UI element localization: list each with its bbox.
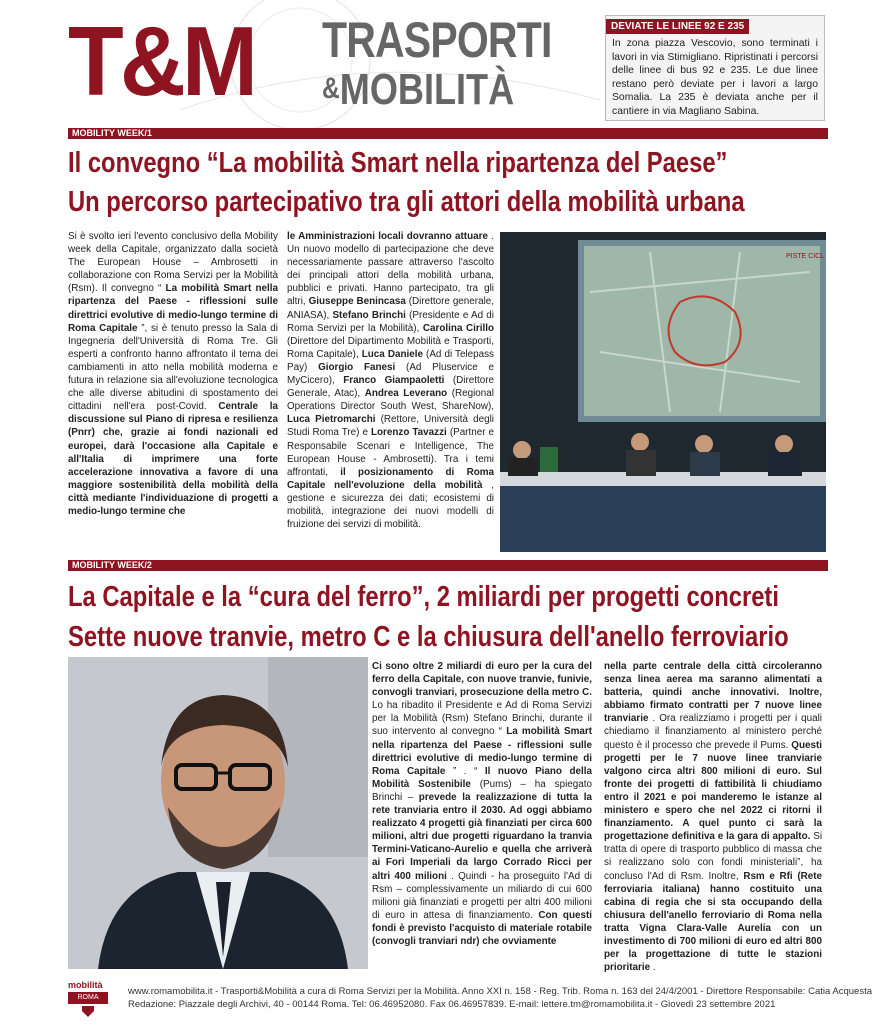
- article2-col1: [372, 660, 592, 948]
- text-run: Carolina Cirillo: [422, 322, 494, 334]
- text-run: Un nuovo modello di partecipazione che deve necessariamente passare attraverso l'ascolto dei principali attori della mobilità urbana, pubblici e privati. Hanno partecipato, tra gli altri,: [287, 244, 494, 308]
- text-run: le Amministrazioni locali dovranno attuare: [287, 231, 488, 242]
- article1-title: Il convegno “La mobilità Smart nella ripartenza del Paese”: [68, 147, 728, 179]
- deviate-text: In zona piazza Vescovio, sono terminati i lavori in via Stimigliano. Ripristinati i percorsi delle linee di bus 92 e 235. Le due linee restano però deviate per i lavori a largo Somalia. La 235 è deviata anche per il cantiere in via Magliano Sabina.: [612, 38, 818, 117]
- text-run: (Regional Operations Director South West, ShareNow),: [287, 388, 494, 413]
- footer-logo-text: mobilità: [68, 980, 103, 990]
- text-run: Inoltre,: [708, 870, 744, 882]
- article1-col2: [287, 230, 494, 531]
- article2-col2: [604, 660, 822, 974]
- text-run: nella parte centrale della città circoleranno senza linea aerea ma saranno alimentati a batteria, quindi anche innovativi.: [604, 661, 822, 699]
- text-run: Lorenzo Tavazzi: [370, 427, 447, 439]
- section-label-1: MOBILITY WEEK/1: [72, 128, 152, 138]
- article2-subtitle: Sette nuove tranvie, metro C e la chiusura dell'anello ferroviario: [68, 621, 789, 653]
- footer-logo: [68, 980, 116, 1020]
- text-run: Centrale la discussione sul Piano di ripresa e resilienza (Pnrr) che, grazie ai fondi nazionali ed europei, darà l'occasione alla Capitale e all'Italia di imprimere una forte accelerazione innovativa a favore di una maggiore sostenibilità della mobilità della città mediante l'individuazione di progetti a medio-lungo termine che: [68, 401, 278, 517]
- text-run: Con questi fondi è previsto l'acquisto di materiale rotabile (convogli tranviari ndr) che ovviamente: [372, 909, 592, 947]
- text-run: La mobilità Smart nella ripartenza del Paese - riflessioni sulle direttrici evolutive di medio-lungo termine di Roma Capitale: [68, 283, 279, 334]
- masthead-mobilita: &MOBILITÀ: [322, 65, 515, 114]
- text-run: (Direttore generale, ANIASA),: [287, 296, 494, 321]
- text-run: prevede la realizzazione di tutta la rete tranviaria entro il 2030. Ad oggi abbiamo realizzato 4 progetti già finanziati per circa 600 milioni, altri due progetti riguardano la tranvia Termini-Vaticano-Aurelio e quella che arriverà ai Fori Imperiali da largo Corrado Ricci per altri 400 milioni: [372, 791, 592, 882]
- text-run: “: [474, 765, 478, 777]
- text-run: (Ad Pluservice e MyCicero),: [287, 361, 494, 387]
- text-run: Tra i temi affrontati,: [287, 453, 494, 478]
- text-run: ” .: [452, 765, 467, 777]
- text-run: (Presidente e Ad di Roma Servizi per la Mobilità),: [287, 309, 494, 334]
- text-run: Si è svolto ieri l'evento conclusivo della Mobility week della Capitale, organizzato dalla società The European House – Ambrosetti in collaborazione con Roma Servizi per la Mobilità (Rsm).: [68, 231, 278, 295]
- footer-line-1: www.romamobilita.it - Trasporti&Mobilità a cura di Roma Servizi per la Mobilità. Anno XXI n. 158 - Reg. Trib. Roma n. 163 del 24/4/2001 - Direttore Responsabile: Catia Acquesta: [128, 986, 872, 997]
- masthead-logo: T&M: [68, 6, 255, 116]
- text-run: Andrea Leverano: [364, 388, 448, 400]
- text-run: Ci sono oltre 2 miliardi di euro per la cura del ferro della Capitale, con nuove tranvie, funivie, convogli tranviari, prosecuzione della metro C.: [372, 661, 592, 699]
- text-run: .: [491, 231, 494, 242]
- text-run: , gestione e sicurezza dei dati; ecosistemi di mobilità, integrazione dei nuovi modelli di fruizione dei servizi di mobilità.: [287, 479, 494, 531]
- text-run: (Direttore del Dipartimento Mobilità e Trasporti, Roma Capitale),: [287, 335, 494, 360]
- text-run: .: [652, 962, 656, 974]
- text-run: Il convegno “: [101, 283, 162, 295]
- text-run: ”, si è tenuto presso la Sala di Ingegneria dell'Università di Roma Tre.: [68, 322, 278, 347]
- section-label-2: MOBILITY WEEK/2: [72, 560, 152, 570]
- article1-col1: [68, 230, 278, 518]
- shield-icon: [81, 1005, 95, 1017]
- text-run: . Quindi - ha proseguito l'Ad di Rsm – complessivamente un miliardo di cui 600 milioni già finanziati e progetti per altri 400 milioni di euro in attesa di finanziamento.: [372, 870, 592, 921]
- text-run: Inoltre, abbiamo firmato contratti per 7 nuove linee tranviarie: [604, 687, 822, 725]
- deviate-box: [605, 15, 825, 121]
- text-run: (Rettore, Università degli Studi Roma Tre) e: [287, 414, 494, 439]
- conference-illustration: [500, 232, 826, 552]
- section-bar-1: [68, 128, 828, 139]
- portrait-illustration: [68, 657, 368, 969]
- text-run: Rsm e Rfi (Rete ferroviaria italiana) hanno costituito una cabina di regia che si sta occupando della chiusura dell'anello ferroviario di Roma nella tratta Vigna Clara-Valle Aurelia con un investimento di 700 milioni di euro ed altri 800 per la progettazione di tutte le stazioni prioritarie: [604, 870, 823, 974]
- text-run: Gli esperti a confronto hanno affrontato il tema dei cambiamenti in atto nella mobilità moderna e futura in relazione sia all'evoluzione tecnologica che alle diverse abitudini di spostamento dei cittadini nell'era post-Covid.: [68, 335, 278, 413]
- masthead-trasporti: TRASPORTI: [322, 12, 552, 68]
- text-run: Si tratta di opere di trasporto pubblico di massa che si realizzano solo con fondi ministeriali”, ha concluso l'Ad di Rsm.: [604, 831, 823, 882]
- text-run: (Pums) – ha spiegato Brinchi –: [372, 778, 592, 803]
- conference-photo: [500, 232, 826, 552]
- article2-title: La Capitale e la “cura del ferro”, 2 miliardi per progetti concreti: [68, 581, 779, 613]
- text-run: il posizionamento di Roma Capitale nell'evoluzione della mobilità: [287, 466, 495, 491]
- text-run: (Direttore Generale, Atac),: [287, 375, 494, 400]
- text-run: . Ora realizziamo i progetti per i quali chiediamo il finanziamento al ministero perché questo è il processo che prevede il Pums.: [604, 713, 823, 751]
- text-run: Franco Giampaoletti: [343, 375, 445, 387]
- text-run: Luca Daniele: [361, 348, 423, 360]
- text-run: (Partner e Responsabile Scenari e Intelligence, The European House - Ambrosetti).: [287, 427, 494, 465]
- footer-text: [128, 985, 872, 1011]
- brinchi-portrait: [68, 657, 368, 969]
- footer-logo-sub: ROMA: [68, 992, 108, 1004]
- screen-label: PISTE CICL: [786, 253, 825, 260]
- text-run: Giuseppe Benincasa: [308, 296, 406, 308]
- article1-subtitle: Un percorso partecipativo tra gli attori della mobilità urbana: [68, 186, 745, 218]
- text-run: Questi progetti per le 7 nuove linee tranviarie valgono circa altri 800 milioni di euro. Sul fronte dei progetti di fattibilità li chiudiamo entro il 2021 e poi manderemo le istanze al ministero e spero che nel 2022 ci ritorni il finanziamento. A quel punto ci sarà la progettazione definitiva e la gara di appalto.: [604, 739, 822, 843]
- text-run: Lo ha ribadito il Presidente e Ad di Roma Servizi per la Mobilità (Rsm) Stefano Brinchi, durante il suo intervento al convegno “: [372, 700, 592, 738]
- text-run: Giorgio Fanesi: [318, 361, 396, 373]
- text-run: (Ad di Telepass Pay): [287, 348, 494, 373]
- deviate-title: DEVIATE LE LINEE 92 E 235: [606, 19, 749, 34]
- section-bar-2: [68, 560, 828, 571]
- footer-line-2: Redazione: Piazzale degli Archivi, 40 - 00144 Roma. Tel: 06.46952080. Fax 06.46957839. E-mail: lettere.tm@romamobilita.it - Giovedì 23 settembre 2021: [128, 999, 776, 1010]
- text-run: Stefano Brinchi: [332, 309, 406, 321]
- text-run: Il nuovo Piano della Mobilità Sostenibile: [372, 765, 593, 790]
- text-run: La mobilità Smart nella ripartenza del Paese - riflessioni sulle direttrici evolutive di medio-lungo termine di Roma Capitale: [372, 726, 592, 777]
- text-run: Luca Pietromarchi: [287, 414, 376, 426]
